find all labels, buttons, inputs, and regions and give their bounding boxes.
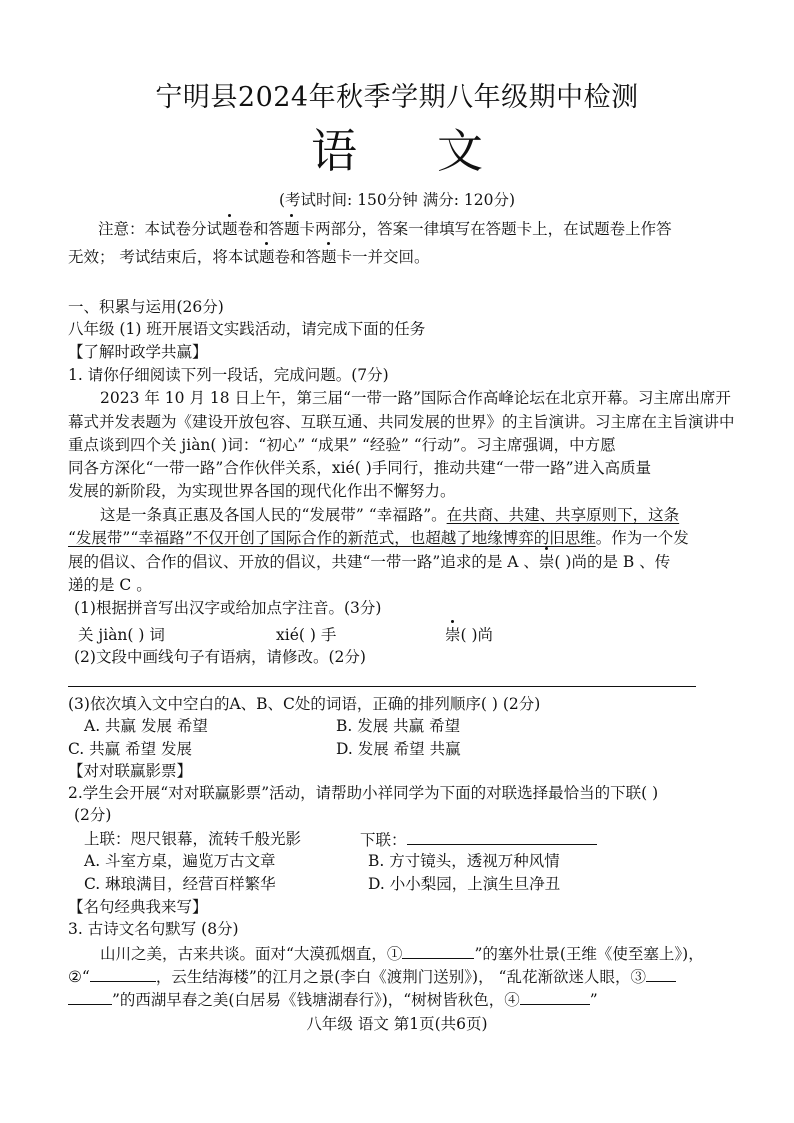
couplet-lower: 下联： <box>360 828 597 851</box>
emphasis-test-paper: 试题卷 <box>206 220 254 238</box>
passage-line: 2023 年 10 月 18 日上午，第三届“一带一路”国际合作高峰论坛在北京开幕。习主席出席开 <box>100 389 731 407</box>
task-tag-3: 【名句经典我来写】 <box>68 898 208 916</box>
option-b: B. 发展 共赢 希望 <box>336 717 461 735</box>
exam-info: (考试时间: 150分钟 满分: 120分) <box>279 191 515 209</box>
section-heading: 一、积累与运用(26分) <box>68 298 224 316</box>
couplet-upper: 上联：咫尺银幕，流转千般光影 <box>84 830 302 848</box>
passage-line: 同各方深化“一带一路”合作伙伴关系，xié( )手同行，推动共建“一带一路”进入高质量 <box>68 459 652 477</box>
poem-line-3: ”的西湖早春之美(白居易《钱塘湖春行》)，“树树皆秋色，④ ” <box>68 988 598 1011</box>
option-a: A. 共赢 发展 希望 <box>84 717 208 735</box>
sub-question-2: (2)文段中画线句子有语病，请修改。(2分) <box>74 648 366 666</box>
subject-char-1: 语 <box>311 124 357 178</box>
q2-option-c: C. 琳琅满目，经营百样繁华 <box>84 875 276 893</box>
underlined-sentence: “发展带”“幸福路”不仅开创了国际合作的新范式，也超越了地缘博弈的旧思维 <box>68 529 596 547</box>
task-tag-2: 【对对联赢影票】 <box>68 762 193 780</box>
passage-line: 展的倡议、合作的倡议、开放的倡议，共建“一带一路”追求的是 A 、崇( )尚的是 B 、传 <box>68 553 671 571</box>
poem-blank-2 <box>90 965 156 982</box>
q2-option-b: B. 方寸镜头，透视万种风情 <box>368 852 560 870</box>
sub-question-3: (3)依次填入文中空白的A、B、C处的词语，正确的排列顺序( ) (2分) <box>68 695 541 713</box>
q2-option-d: D. 小小梨园，上演生旦净丑 <box>368 875 561 893</box>
option-d: D. 发展 希望 共赢 <box>336 740 461 758</box>
poem-blank-4 <box>520 988 590 1005</box>
poem-line-2: ②“ ，云生结海楼”的江月之景(李白《渡荆门送别》)， “乱花渐欲迷人眼，③ <box>68 965 676 988</box>
subject-char-2: 文 <box>437 124 483 178</box>
exam-title: 宁明县2024年秋季学期八年级期中检测 <box>155 82 639 113</box>
passage-line: “发展带”“幸福路”不仅开创了国际合作的新范式，也超越了地缘博弈的旧思维。作为一个发 <box>68 529 689 547</box>
emphasis-answer-sheet-2: 答题卡 <box>305 248 352 266</box>
answer-blank-chong: 崇( )尚 <box>445 626 494 644</box>
answer-line <box>68 686 696 687</box>
poem-blank-3 <box>646 965 676 982</box>
question-3: 3. 古诗文名句默写 (8分) <box>68 920 239 938</box>
dotted-char-chong: 崇 <box>538 553 555 571</box>
answer-blank-xie: xié( ) 手 <box>276 626 337 644</box>
sub-question-1: (1)根据拼音写出汉字或给加点字注音。(3分) <box>74 599 382 617</box>
q2-option-a: A. 斗室方桌，遍览万古文章 <box>84 852 276 870</box>
subject-title <box>0 124 794 178</box>
emphasis-test-paper-2: 试题卷 <box>243 248 290 266</box>
notice-line-2: 无效； 考试结束后，将本试题卷和答题卡一并交回。 <box>68 248 430 266</box>
emphasis-answer-sheet: 答题卡 <box>268 220 316 238</box>
passage-line: 递的是 C 。 <box>68 576 152 594</box>
passage-line: 发展的新阶段，为实现世界各国的现代化作出不懈努力。 <box>68 482 456 500</box>
answer-blank-jian: 关 jiàn( ) 词 <box>78 626 165 644</box>
option-c: C. 共赢 希望 发展 <box>68 740 193 758</box>
notice-line-1: 注意：本试卷分试题卷和答题卡两部分，答案一律填写在答题卡上，在试题卷上作答 <box>98 220 672 238</box>
question-2-score: (2分) <box>74 806 112 824</box>
page-footer: 八年级 语文 第1页(共6页) <box>306 1015 488 1033</box>
poem-line-1: 山川之美，古来共谈。面对“大漠孤烟直，① ”的塞外壮景(王维《使至塞上》)， <box>100 942 704 965</box>
question-1: 1. 请你仔细阅读下列一段话，完成问题。(7分) <box>68 366 389 384</box>
poem-blank-1 <box>402 942 474 959</box>
question-2: 2.学生会开展“对对联赢影票”活动，请帮助小祥同学为下面的对联选择最恰当的下联( ) <box>68 784 659 802</box>
poem-blank-3-cont <box>68 988 112 1005</box>
underlined-sentence: 在共商、共建、共享原则下，这条 <box>446 506 680 524</box>
passage-line: 这是一条真正惠及各国人民的“发展带” “幸福路”。在共商、共建、共享原则下，这条 <box>100 506 680 524</box>
section-intro: 八年级 (1) 班开展语文实践活动，请完成下面的任务 <box>68 320 426 338</box>
passage-line: 重点谈到四个关 jiàn( )词：“初心” “成果” “经验” “行动”。习主席强调，中方愿 <box>68 436 616 454</box>
task-tag-1: 【了解时政学共赢】 <box>68 343 208 361</box>
passage-line: 幕式并发表题为《建设开放包容、互联互通、共同发展的世界》的主旨演讲。习主席在主旨演讲中 <box>68 413 735 431</box>
couplet-blank <box>407 828 597 845</box>
